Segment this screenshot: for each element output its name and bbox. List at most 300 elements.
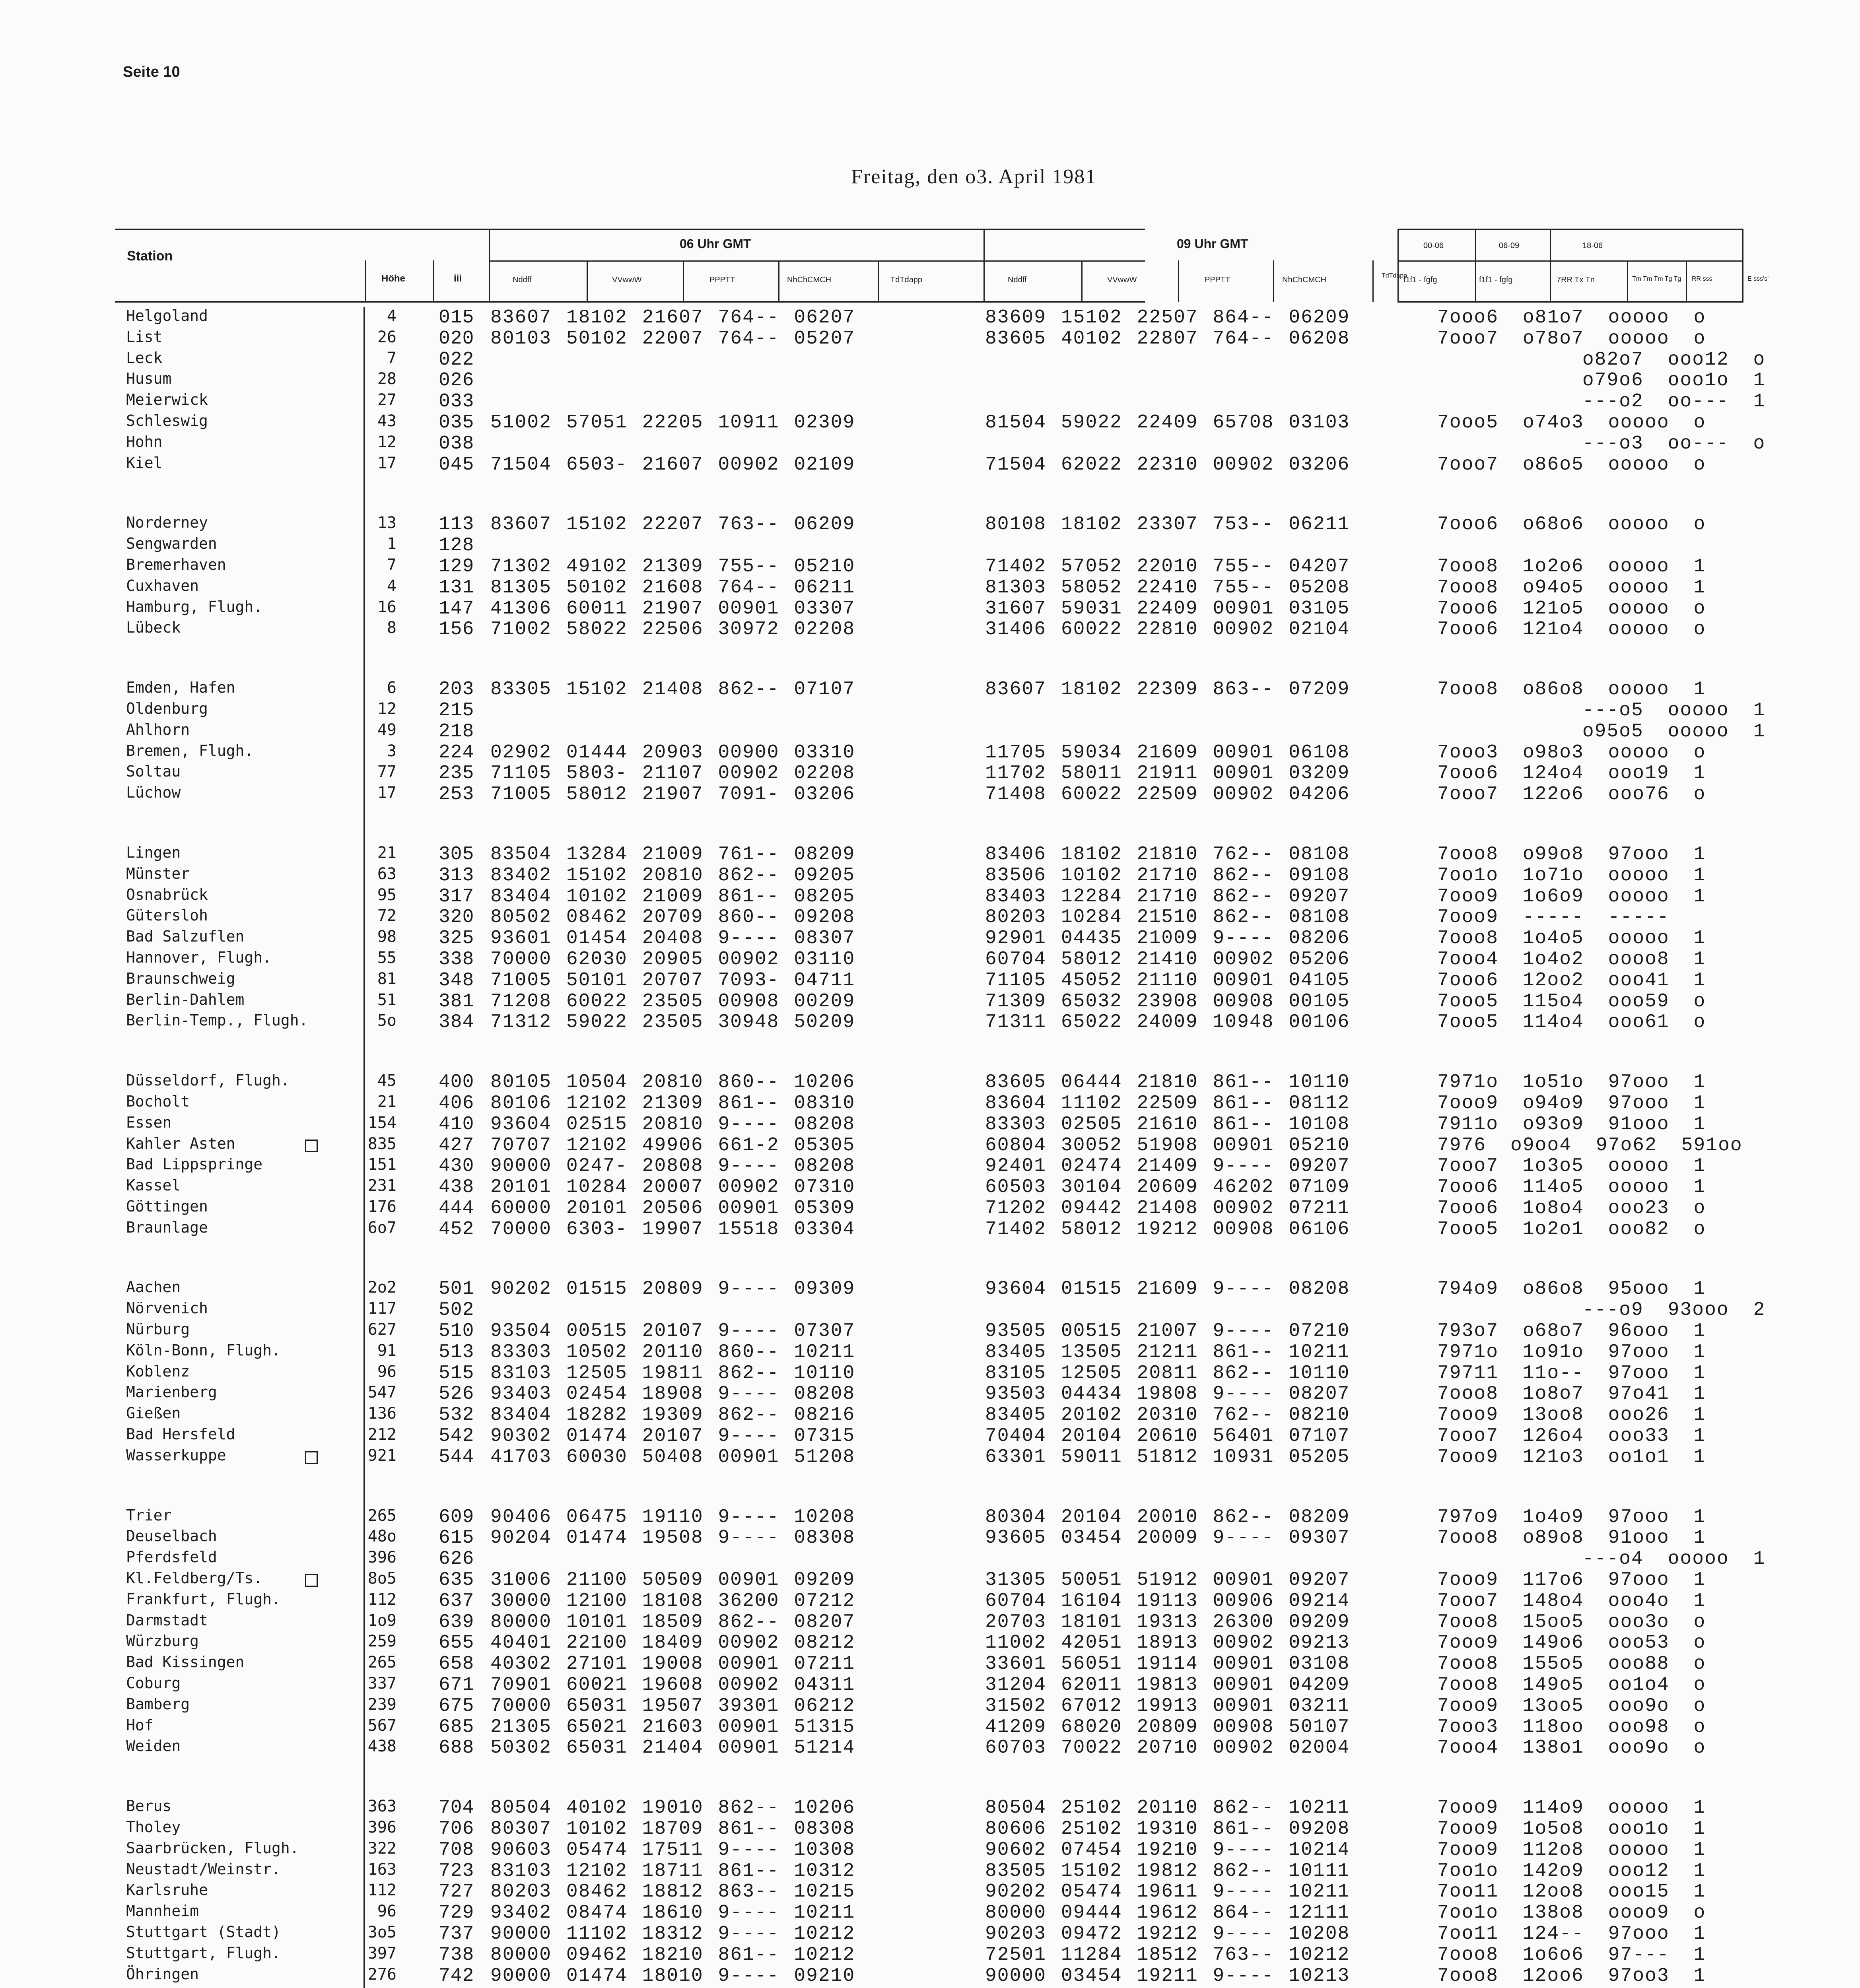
station-name: Lingen [126,843,181,861]
station-name: Cuxhaven [126,577,199,594]
sub-minimum: Tm Tm Tm Tg Tg [1632,276,1681,282]
obs-09utc: 83609 15102 22507 864-- 06209 [985,307,1350,328]
station-name: Essen [126,1113,172,1131]
station-id: 406 [439,1092,474,1114]
obs-06utc: 90302 01474 20107 9---- 07315 [490,1425,855,1447]
extra-values: 7ooo8 o89o8 91ooo 1 [1437,1527,1706,1549]
obs-06utc: 93601 01454 20408 9---- 08307 [490,928,855,949]
extra-values: 7971o 1o91o 97ooo 1 [1437,1341,1706,1363]
table-row [115,699,1766,721]
obs-09utc: 80000 09444 19612 864-- 12111 [985,1902,1350,1924]
station-group [115,1797,1743,1986]
station-id: 526 [439,1383,474,1405]
table-row [115,1737,1743,1758]
station-name: Frankfurt, Flugh. [126,1590,281,1608]
table-row [115,720,1766,742]
station-name: Gießen [126,1404,181,1422]
station-id: 615 [439,1527,474,1549]
station-height: 43 [377,412,396,430]
obs-09utc: 60704 16104 19113 00906 09214 [985,1590,1350,1612]
station-height: 21 [377,1092,396,1111]
station-height: 16 [377,598,396,616]
extra-values: 7oo1o 138o8 oooo9 o [1437,1902,1706,1924]
station-id: 658 [439,1653,474,1675]
extra-values: 7976 o9oo4 97o62 591oo [1437,1134,1743,1156]
station-height: 438 [367,1737,396,1756]
obs-06utc: 93604 02515 20810 9---- 08208 [490,1113,855,1135]
station-height: 259 [367,1632,396,1651]
station-id: 727 [439,1881,474,1903]
extra-values: 7ooo8 149o5 oo1o4 o [1437,1674,1706,1696]
station-name: Kiel [126,454,163,472]
station-height: 337 [367,1674,396,1693]
table-row [115,412,1743,433]
station-name: Bad Kissingen [126,1653,245,1671]
station-height: 95 [377,885,396,904]
obs-06utc: 80502 08462 20709 860-- 09208 [490,907,855,928]
station-id: 430 [439,1155,474,1177]
obs-09utc: 83506 10102 21710 862-- 09108 [985,864,1350,886]
extra-values: 7ooo8 o86o8 ooooo 1 [1437,679,1706,701]
table-row [115,1446,1743,1468]
table-row [115,1219,1743,1240]
obs-09utc: 80203 10284 21510 862-- 08108 [985,907,1350,928]
station-name: Kahler Asten [126,1134,235,1152]
mountain-station-square-icon [305,1140,318,1152]
station-name: Aachen [126,1278,181,1296]
station-height: 265 [367,1653,396,1672]
station-name: Soltau [126,763,181,780]
table-row [115,1176,1743,1198]
obs-09utc: 31204 62011 19813 00901 04209 [985,1674,1350,1696]
obs-09utc: 80504 25102 20110 862-- 10211 [985,1797,1350,1819]
table-row [115,907,1743,928]
table-row [115,844,1743,865]
station-height: 276 [367,1965,396,1984]
extra-values: 7ooo6 114o5 ooooo 1 [1437,1176,1706,1198]
obs-06utc: 51002 57051 22205 10911 02309 [490,412,855,433]
extra-values: ---o3 oo--- o [1437,433,1766,454]
obs-06utc: 83305 15102 21408 862-- 07107 [490,679,855,701]
station-id: 253 [439,784,474,806]
station-name: Bad Lippspringe [126,1155,263,1173]
station-id: 313 [439,864,474,886]
extra-values: 7ooo6 12oo2 ooo41 1 [1437,969,1706,991]
table-row [115,1342,1743,1363]
station-name: Wasserkuppe [126,1446,226,1464]
table-row [115,949,1743,970]
station-name: Würzburg [126,1632,199,1650]
station-height: 13 [377,514,396,532]
obs-06utc: 41703 60030 50408 00901 51208 [490,1446,855,1468]
obs-06utc: 90204 01474 19508 9---- 08308 [490,1527,855,1549]
table-row [115,1590,1743,1611]
obs-09utc: 93604 01515 21609 9---- 08208 [985,1278,1350,1300]
table-row [115,433,1766,454]
obs-09utc: 90602 07454 19210 9---- 10214 [985,1839,1350,1861]
table-row [115,928,1743,949]
station-name: Mannheim [126,1902,199,1920]
station-height: 151 [367,1155,396,1174]
extra-values: 7ooo9 1o6o9 ooooo 1 [1437,885,1706,907]
sub-00-06: f1f1 - fgfg [1403,276,1437,284]
obs-09utc: 80108 18102 23307 753-- 06211 [985,514,1350,536]
station-height: 2o2 [367,1278,396,1297]
obs-06utc: 83607 18102 21607 764-- 06207 [490,307,855,328]
station-id: 635 [439,1569,474,1591]
station-height: 17 [377,784,396,802]
station-id: 020 [439,328,474,349]
obs-06utc: 80000 10101 18509 862-- 08207 [490,1611,855,1633]
table-row [115,1320,1743,1342]
extra-values: 7ooo3 118oo ooo98 o [1437,1716,1706,1738]
obs-06utc: 83303 10502 20110 860-- 10211 [490,1341,855,1363]
extra-values: o95o5 ooooo 1 [1437,720,1766,742]
extra-values: o82o7 ooo12 o [1437,349,1766,371]
table-row [115,1653,1743,1674]
station-name: Hannover, Flugh. [126,948,272,966]
station-id: 215 [439,699,474,721]
code06-dewpoint: TdTdapp [890,276,923,284]
extra-values: 793o7 o68o7 96ooo 1 [1437,1320,1706,1342]
obs-06utc: 90603 05474 17511 9---- 10308 [490,1839,855,1861]
station-height: 136 [367,1404,396,1423]
obs-06utc: 83404 10102 21009 861-- 08205 [490,885,855,907]
station-height: 363 [367,1797,396,1816]
table-row [115,1797,1743,1818]
station-id: 131 [439,577,474,598]
obs-09utc: 71105 45052 21110 00901 04105 [985,969,1350,991]
station-height: 7 [387,349,396,367]
obs-09utc: 80304 20104 20010 862-- 08209 [985,1506,1350,1528]
obs-06utc: 80307 10102 18709 861-- 08308 [490,1818,855,1840]
extra-values: ---o5 ooooo 1 [1437,699,1766,721]
station-id: 033 [439,391,474,413]
station-name: Leck [126,349,163,367]
station-id: 515 [439,1362,474,1384]
obs-06utc: 83103 12505 19811 862-- 10110 [490,1362,855,1384]
extra-values: 7ooo9 112o8 ooooo 1 [1437,1839,1706,1861]
extra-values: ---o2 oo--- 1 [1437,391,1766,413]
extra-values: 7ooo5 1o2o1 ooo82 o [1437,1218,1706,1240]
obs-09utc: 60703 70022 20710 00902 02004 [985,1737,1350,1759]
station-group [115,679,1766,806]
obs-09utc: 33601 56051 19114 00901 03108 [985,1653,1350,1675]
station-name: Schleswig [126,412,208,429]
station-id: 147 [439,598,474,619]
obs-06utc: 93403 02454 18908 9---- 08208 [490,1383,855,1405]
station-name: Karlsruhe [126,1881,208,1899]
extra-values: 7oo11 124-- 97ooo 1 [1437,1923,1706,1945]
obs-09utc: 92401 02474 21409 9---- 09207 [985,1155,1350,1177]
table-row [115,349,1766,371]
extra-values: 7ooo6 o68o6 ooooo o [1437,514,1706,536]
header-iii: iii [454,273,462,284]
station-height: 96 [377,1902,396,1921]
station-id: 317 [439,885,474,907]
obs-06utc: 83607 15102 22207 763-- 06209 [490,514,855,536]
obs-06utc: 41306 60011 21907 00901 03307 [490,598,855,619]
sub-rr: RR sss [1692,276,1712,282]
station-name: Berlin-Temp., Flugh. [126,1011,308,1029]
table-row [115,1299,1766,1321]
obs-06utc: 31006 21100 50509 00901 09209 [490,1569,855,1591]
station-id: 729 [439,1902,474,1924]
station-name: Pferdsfeld [126,1548,217,1566]
extra-values: 7911o o93o9 91ooo 1 [1437,1113,1706,1135]
table-row [115,556,1743,577]
extra-values: 7ooo9 13oo5 ooo9o o [1437,1695,1706,1717]
obs-09utc: 60804 30052 51908 00901 05210 [985,1134,1350,1156]
sub-e: E sss's' [1747,276,1769,282]
station-name: Stuttgart (Stadt) [126,1923,281,1941]
extra-values: 7ooo9 121o3 oo1o1 1 [1437,1446,1706,1468]
table-row [115,1135,1743,1156]
header-gmt09: 09 Uhr GMT [1177,237,1248,251]
obs-06utc: 20101 10284 20007 00902 07310 [490,1176,855,1198]
obs-09utc: 71504 62022 22310 00902 03206 [985,454,1350,476]
obs-09utc: 31406 60022 22810 00902 02104 [985,619,1350,641]
station-id: 671 [439,1674,474,1696]
station-height: 8o5 [367,1569,396,1588]
table-row [115,454,1743,475]
obs-06utc: 71005 50101 20707 7093- 04711 [490,969,855,991]
extra-values: 7ooo5 114o4 ooo61 o [1437,1011,1706,1033]
table-row [115,391,1766,413]
station-name: Trier [126,1506,172,1524]
station-name: Köln-Bonn, Flugh. [126,1341,281,1359]
extra-values: 794o9 o86o8 95ooo 1 [1437,1278,1706,1300]
station-id: 688 [439,1737,474,1759]
table-row [115,1611,1743,1633]
station-name: Saarbrücken, Flugh. [126,1839,299,1857]
period-18-06: 18-06 [1582,241,1603,250]
table-row [115,1425,1743,1446]
station-name: Düsseldorf, Flugh. [126,1072,290,1089]
obs-06utc: 71312 59022 23505 30948 50209 [490,1011,855,1033]
station-group [115,1278,1766,1468]
station-group [115,514,1743,640]
table-row [115,307,1743,328]
extra-values: 7971o 1o51o 97ooo 1 [1437,1072,1706,1093]
station-name: Tholey [126,1818,181,1836]
obs-09utc: 83105 12505 20811 862-- 10110 [985,1362,1350,1384]
station-id: 325 [439,928,474,949]
station-id: 452 [439,1218,474,1240]
obs-09utc: 83605 40102 22807 764-- 06208 [985,328,1350,349]
sub-18-06: 7RR Tx Tn [1557,276,1595,284]
station-name: Gütersloh [126,907,208,924]
station-height: 547 [367,1383,396,1402]
station-name: List [126,328,163,346]
obs-06utc: 90406 06475 19110 9---- 10208 [490,1506,855,1528]
table-row [115,1839,1743,1860]
station-name: Kl.Feldberg/Ts. [126,1569,263,1587]
extra-values: 7ooo8 1o4o5 ooooo 1 [1437,928,1706,949]
table-row [115,1569,1743,1590]
station-height: 4 [387,577,396,595]
obs-06utc: 80504 40102 19010 862-- 10206 [490,1797,855,1819]
extra-values: 7ooo8 155o5 ooo88 o [1437,1653,1706,1675]
obs-06utc: 71504 6503- 21607 00902 02109 [490,454,855,476]
obs-06utc: 90202 01515 20809 9---- 09309 [490,1278,855,1300]
station-id: 637 [439,1590,474,1612]
station-id: 708 [439,1839,474,1861]
station-height: 176 [367,1197,396,1216]
table-row [115,370,1766,392]
table-row [115,1155,1743,1176]
station-name: Meierwick [126,391,208,409]
obs-09utc: 20703 18101 19313 26300 09209 [985,1611,1350,1633]
station-id: 639 [439,1611,474,1633]
code06-ppptt: PPPTT [709,276,735,284]
extra-values: 7ooo7 122o6 ooo76 o [1437,784,1706,806]
extra-values: 7ooo8 1o6o6 97--- 1 [1437,1944,1706,1966]
station-height: 21 [377,843,396,862]
station-group [115,844,1743,1033]
station-name: Emden, Hafen [126,679,235,697]
station-height: 1 [387,535,396,553]
obs-06utc: 93402 08474 18610 9---- 10211 [490,1902,855,1924]
extra-values: 7ooo9 114o9 ooooo 1 [1437,1797,1706,1819]
obs-06utc: 83402 15102 20810 862-- 09205 [490,864,855,886]
station-height: 12 [377,699,396,718]
station-height: 51 [377,990,396,1009]
table-row [115,1507,1743,1528]
obs-06utc: 70000 65031 19507 39301 06212 [490,1695,855,1717]
obs-06utc: 83504 13284 21009 761-- 08209 [490,843,855,865]
extra-values: 7ooo5 o74o3 ooooo o [1437,412,1706,433]
station-height: 96 [377,1362,396,1381]
obs-09utc: 71408 60022 22509 00902 04206 [985,784,1350,806]
table-row [115,1011,1743,1033]
obs-06utc: 71302 49102 21309 755-- 05210 [490,555,855,577]
table-row [115,1860,1743,1881]
station-height: 396 [367,1548,396,1567]
code09-ppptt: PPPTT [1205,276,1230,284]
station-id: 235 [439,763,474,784]
station-id: 203 [439,679,474,701]
station-group [115,307,1766,476]
obs-09utc: 71402 58012 19212 00908 06106 [985,1218,1350,1240]
station-id: 156 [439,619,474,641]
obs-06utc: 80103 50102 22007 764-- 05207 [490,328,855,349]
station-id: 338 [439,948,474,970]
station-id: 738 [439,1944,474,1966]
station-name: Osnabrück [126,885,208,903]
obs-09utc: 83403 12284 21710 862-- 09207 [985,885,1350,907]
table-row [115,1674,1743,1695]
table-row [115,1881,1743,1902]
obs-06utc: 83404 18282 19309 862-- 08216 [490,1404,855,1426]
obs-09utc: 93505 00515 21007 9---- 07210 [985,1320,1350,1342]
station-height: 98 [377,928,396,946]
station-id: 015 [439,307,474,328]
station-height: 49 [377,720,396,739]
obs-06utc: 80105 10504 20810 860-- 10206 [490,1072,855,1093]
extra-values: 7ooo6 124o4 ooo19 1 [1437,763,1706,784]
obs-09utc: 70404 20104 20610 56401 07107 [985,1425,1350,1447]
obs-09utc: 93605 03454 20009 9---- 09307 [985,1527,1350,1549]
station-name: Sengwarden [126,535,217,553]
station-name: Deuselbach [126,1527,217,1545]
station-height: 6o7 [367,1218,396,1237]
station-id: 706 [439,1818,474,1840]
observation-table [115,307,1766,1988]
extra-values: 7ooo9 13oo8 ooo26 1 [1437,1404,1706,1426]
station-id: 305 [439,843,474,865]
table-row [115,742,1743,763]
station-name: Nürburg [126,1320,190,1338]
station-id: 035 [439,412,474,433]
extra-values: 7ooo8 15oo5 ooo3o o [1437,1611,1706,1633]
station-id: 045 [439,454,474,476]
extra-values: 7ooo4 138o1 ooo9o o [1437,1737,1706,1759]
station-height: 397 [367,1944,396,1963]
station-height: 1o9 [367,1611,396,1630]
table-row [115,1695,1743,1716]
station-id: 218 [439,720,474,742]
extra-values: 7ooo7 o78o7 ooooo o [1437,328,1706,349]
code09-vvwww: VVwwW [1107,276,1137,284]
station-id: 022 [439,349,474,371]
station-name: Hof [126,1716,154,1734]
station-id: 129 [439,555,474,577]
station-id: 510 [439,1320,474,1342]
obs-09utc: 81504 59022 22409 65708 03103 [985,412,1350,433]
station-id: 444 [439,1197,474,1219]
table-row [115,1716,1743,1738]
code06-vvwww: VVwwW [612,276,642,284]
table-row [115,1965,1743,1986]
station-height: 55 [377,948,396,967]
mountain-station-square-icon [305,1451,318,1464]
obs-06utc: 40401 22100 18409 00902 08212 [490,1632,855,1654]
station-name: Lübeck [126,619,181,637]
obs-06utc: 60000 20101 20506 00901 05309 [490,1197,855,1219]
table-row [115,784,1743,805]
station-height: 8 [387,619,396,637]
station-name: Münster [126,864,190,882]
period-06-09: 06-09 [1499,241,1520,250]
station-name: Hamburg, Flugh. [126,598,263,615]
extra-values: 7oo1o 142o9 ooo12 1 [1437,1860,1706,1882]
table-row [115,598,1743,619]
obs-06utc: 90000 11102 18312 9---- 10212 [490,1923,855,1945]
obs-09utc: 83303 02505 21610 861-- 10108 [985,1113,1350,1135]
obs-09utc: 83405 13505 21211 861-- 10211 [985,1341,1350,1363]
obs-09utc: 83605 06444 21810 861-- 10110 [985,1072,1350,1093]
extra-values: 7ooo8 12oo6 97oo3 1 [1437,1965,1706,1987]
extra-values: 7ooo6 1o8o4 ooo23 o [1437,1197,1706,1219]
obs-09utc: 92901 04435 21009 9---- 08206 [985,928,1350,949]
station-group [115,1506,1766,1759]
obs-09utc: 71309 65032 23908 00908 00105 [985,990,1350,1012]
extra-values: 7ooo6 121o5 ooooo o [1437,598,1706,619]
extra-values: 7ooo7 148o4 ooo4o 1 [1437,1590,1706,1612]
extra-values: 7oo11 12oo8 ooo15 1 [1437,1881,1706,1903]
station-height: 627 [367,1320,396,1339]
station-name: Göttingen [126,1197,208,1215]
station-height: 154 [367,1113,396,1132]
page-number: Seite 10 [123,64,180,80]
obs-09utc: 71311 65022 24009 10948 00106 [985,1011,1350,1033]
station-height: 117 [367,1299,396,1318]
table-row [115,577,1743,598]
table-row [115,1944,1743,1965]
station-name: Kassel [126,1176,181,1194]
station-height: 27 [377,391,396,410]
